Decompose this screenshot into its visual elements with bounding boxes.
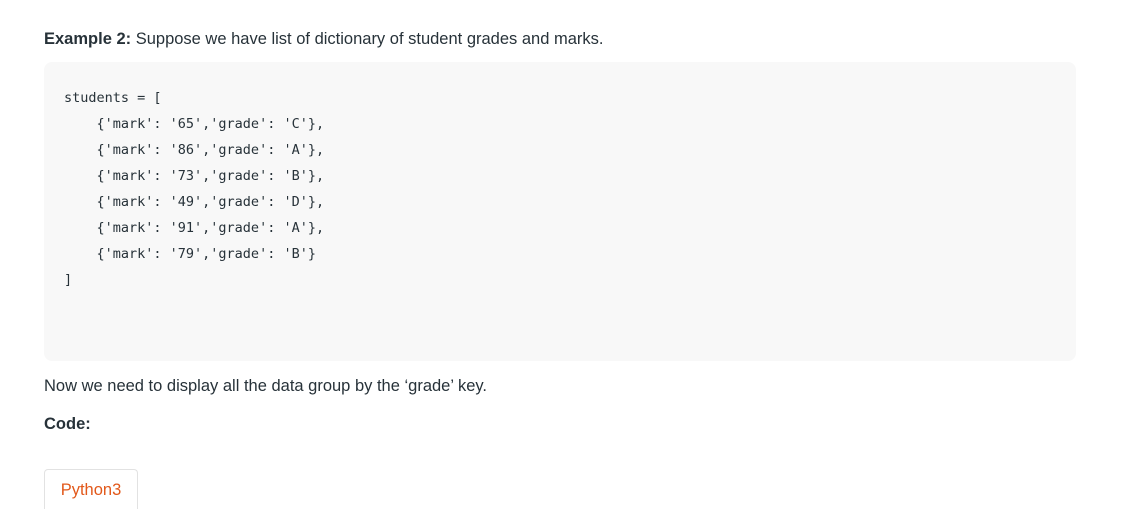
code-line: ] (64, 272, 73, 288)
code-line: {'mark': '49','grade': 'D'}, (64, 194, 325, 210)
code-line: students = [ (64, 90, 162, 106)
tab-python3[interactable]: Python3 (44, 469, 138, 509)
code-content (64, 85, 324, 293)
code-block (44, 62, 1076, 361)
code-line: {'mark': '91','grade': 'A'}, (64, 220, 325, 236)
code-line: {'mark': '65','grade': 'C'}, (64, 116, 325, 132)
example-heading (44, 28, 603, 50)
code-heading: Code: (44, 415, 91, 433)
example-label: Example 2: (44, 30, 132, 48)
code-line: {'mark': '86','grade': 'A'}, (64, 142, 325, 158)
code-line: {'mark': '79','grade': 'B'} (64, 246, 316, 262)
example-text: Suppose we have list of dictionary of student grades and marks. (131, 30, 604, 48)
description-text: Now we need to display all the data group by the ‘grade’ key. (44, 377, 488, 395)
code-line: {'mark': '73','grade': 'B'}, (64, 168, 325, 184)
